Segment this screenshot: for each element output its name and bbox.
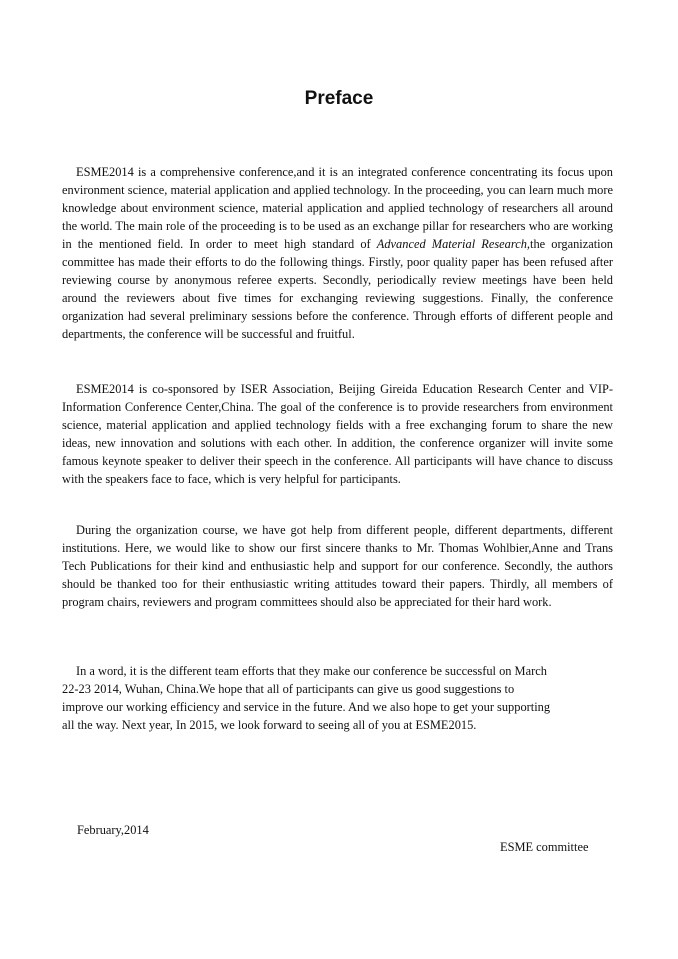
paragraph-intro-text-a: ESME2014 is a comprehensive conference,and it is an integrated conference concentrating its focus upon environment science, material application and applied technology. In the proceeding, you can learn much more knowledge about environment science, material application and applied technology of researchers all around the world. The main role of the proceeding is to be used as an exchange pillar for researchers who are working in the mentioned field. In order to meet high standard of: [62, 165, 613, 251]
paragraph-intro: [62, 163, 613, 343]
closing-line-3: improve our working efficiency and service in the future. And we also hope to get your supporting: [62, 700, 551, 714]
signature: ESME committee: [500, 840, 589, 854]
date: February,2014: [77, 823, 149, 837]
closing-line-4: all the way. Next year, In 2015, we look forward to seeing all of you at ESME2015.: [62, 718, 477, 732]
paragraph-sponsors: ESME2014 is co-sponsored by ISER Association, Beijing Gireida Education Research Center and VIP-Information Conference Center,China. The goal of the conference is to provide researchers from environment science, material application and applied technology fields with a free exchanging forum to share the new ideas, new innovation and solutions with each other. In addition, the conference organizer will invite some famous keynote speaker to deliver their speech in the conference. All participants will have chance to discuss with the speakers face to face, which is very helpful for participants.: [62, 382, 613, 486]
paragraph-intro-text-b: the organization committee has made their efforts to do the following things. Firstly, poor quality paper has been refused after reviewing course by anonymous referee experts. Secondly, periodically review meetings have been held around the reviewers about five times for exchanging reviewing suggestions. Finally, the conference organization had several preliminary sessions before the conference. Through efforts of different people and departments, the conference will be successful and fruitful.: [62, 237, 613, 341]
page-title: Preface: [304, 88, 374, 109]
closing-line-1: In a word, it is the different team efforts that they make our conference be successful on March: [76, 664, 547, 678]
paragraph-closing: [62, 662, 613, 734]
paragraph-acknowledgements: During the organization course, we have got help from different people, different departments, different institutions. Here, we would like to show our first sincere thanks to Mr. Thomas Wohlbier,Anne and Trans Tech Publications for their kind and enthusiastic help and support for our conference. Secondly, the authors should be thanked too for their enthusiastic writing attitudes toward their papers. Thirdly, all members of program chairs, reviewers and program committees should also be appreciated for their hard work.: [62, 523, 613, 609]
closing-line-2: 22-23 2014, Wuhan, China.We hope that all of participants can give us good suggestions to: [62, 682, 515, 696]
journal-name: Advanced Material Research,: [376, 237, 531, 251]
